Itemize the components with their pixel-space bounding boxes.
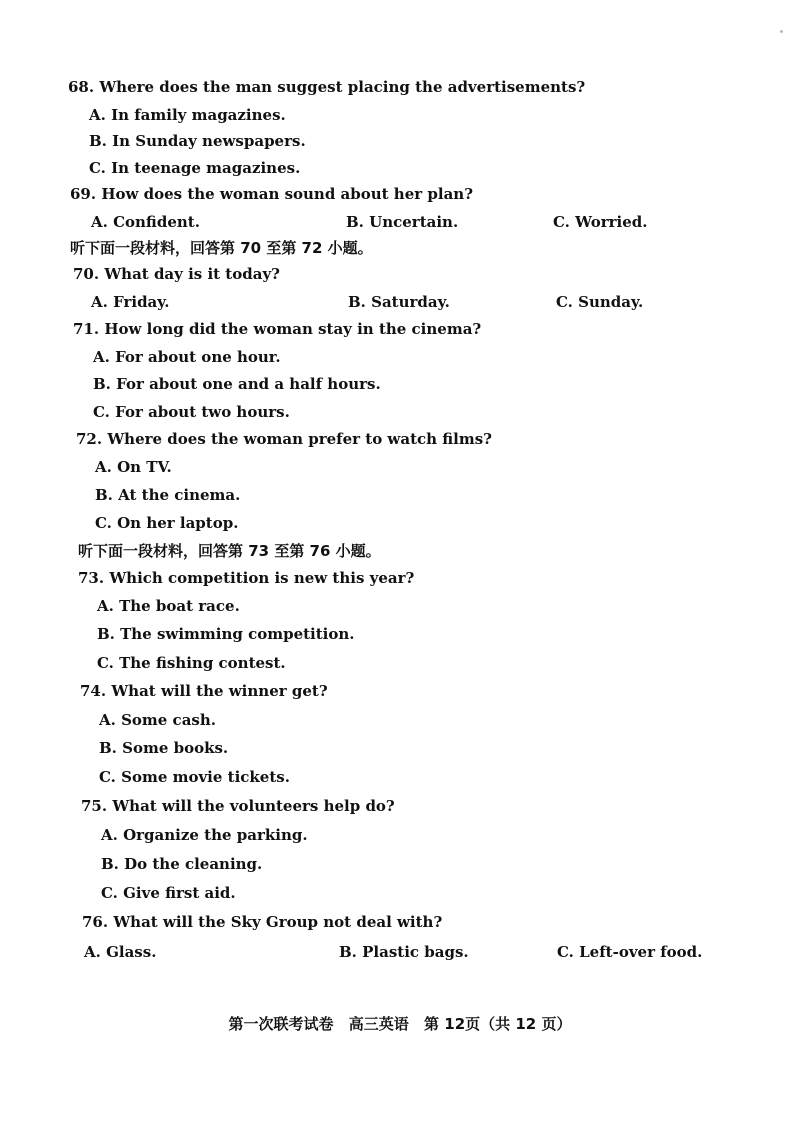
- q69-option-c: C. Worried.: [553, 213, 648, 231]
- question-68: 68. Where does the man suggest placing the advertisements?: [68, 78, 586, 96]
- question-75: 75. What will the volunteers help do?: [81, 797, 395, 815]
- q69-option-a: A. Confident.: [91, 213, 200, 231]
- question-74: 74. What will the winner get?: [80, 682, 328, 700]
- q72-option-a: A. On TV.: [95, 458, 172, 476]
- question-71: 71. How long did the woman stay in the cinema?: [73, 320, 482, 338]
- q73-option-b: B. The swimming competition.: [97, 625, 355, 643]
- footer-exam-title: 第一次联考试卷: [228, 1015, 334, 1033]
- section-instruction-70-72: 听下面一段材料，回答第 70 至第 72 小题。: [70, 239, 373, 257]
- q76-option-c: C. Left-over food.: [557, 943, 703, 961]
- q68-option-b: B. In Sunday newspapers.: [89, 132, 306, 150]
- page-footer: [0, 1014, 800, 1034]
- q71-option-a: A. For about one hour.: [93, 348, 281, 366]
- question-73: 73. Which competition is new this year?: [78, 569, 415, 587]
- q72-option-b: B. At the cinema.: [95, 486, 241, 504]
- q75-option-c: C. Give first aid.: [101, 884, 236, 902]
- q74-option-a: A. Some cash.: [99, 711, 216, 729]
- q70-option-a: A. Friday.: [91, 293, 170, 311]
- q68-option-c: C. In teenage magazines.: [89, 159, 301, 177]
- q74-option-c: C. Some movie tickets.: [99, 768, 290, 786]
- footer-page-number: 第 12页（共 12 页）: [424, 1015, 572, 1033]
- q71-option-b: B. For about one and a half hours.: [93, 375, 381, 393]
- q75-option-a: A. Organize the parking.: [101, 826, 308, 844]
- q70-option-c: C. Sunday.: [556, 293, 644, 311]
- scan-speck: [780, 30, 783, 33]
- q74-option-b: B. Some books.: [99, 739, 229, 757]
- question-76: 76. What will the Sky Group not deal with?: [82, 913, 443, 931]
- q73-option-a: A. The boat race.: [97, 597, 240, 615]
- q70-option-b: B. Saturday.: [348, 293, 450, 311]
- question-69: 69. How does the woman sound about her plan?: [70, 185, 473, 203]
- q76-option-a: A. Glass.: [84, 943, 157, 961]
- question-72: 72. Where does the woman prefer to watch films?: [76, 430, 492, 448]
- q75-option-b: B. Do the cleaning.: [101, 855, 263, 873]
- section-instruction-73-76: 听下面一段材料，回答第 73 至第 76 小题。: [78, 542, 381, 560]
- q69-option-b: B. Uncertain.: [346, 213, 459, 231]
- footer-subject: 高三英语: [348, 1015, 409, 1033]
- q68-option-a: A. In family magazines.: [89, 106, 286, 124]
- q76-option-b: B. Plastic bags.: [339, 943, 469, 961]
- q72-option-c: C. On her laptop.: [95, 514, 239, 532]
- question-70: 70. What day is it today?: [73, 265, 280, 283]
- q73-option-c: C. The fishing contest.: [97, 654, 286, 672]
- q71-option-c: C. For about two hours.: [93, 403, 290, 421]
